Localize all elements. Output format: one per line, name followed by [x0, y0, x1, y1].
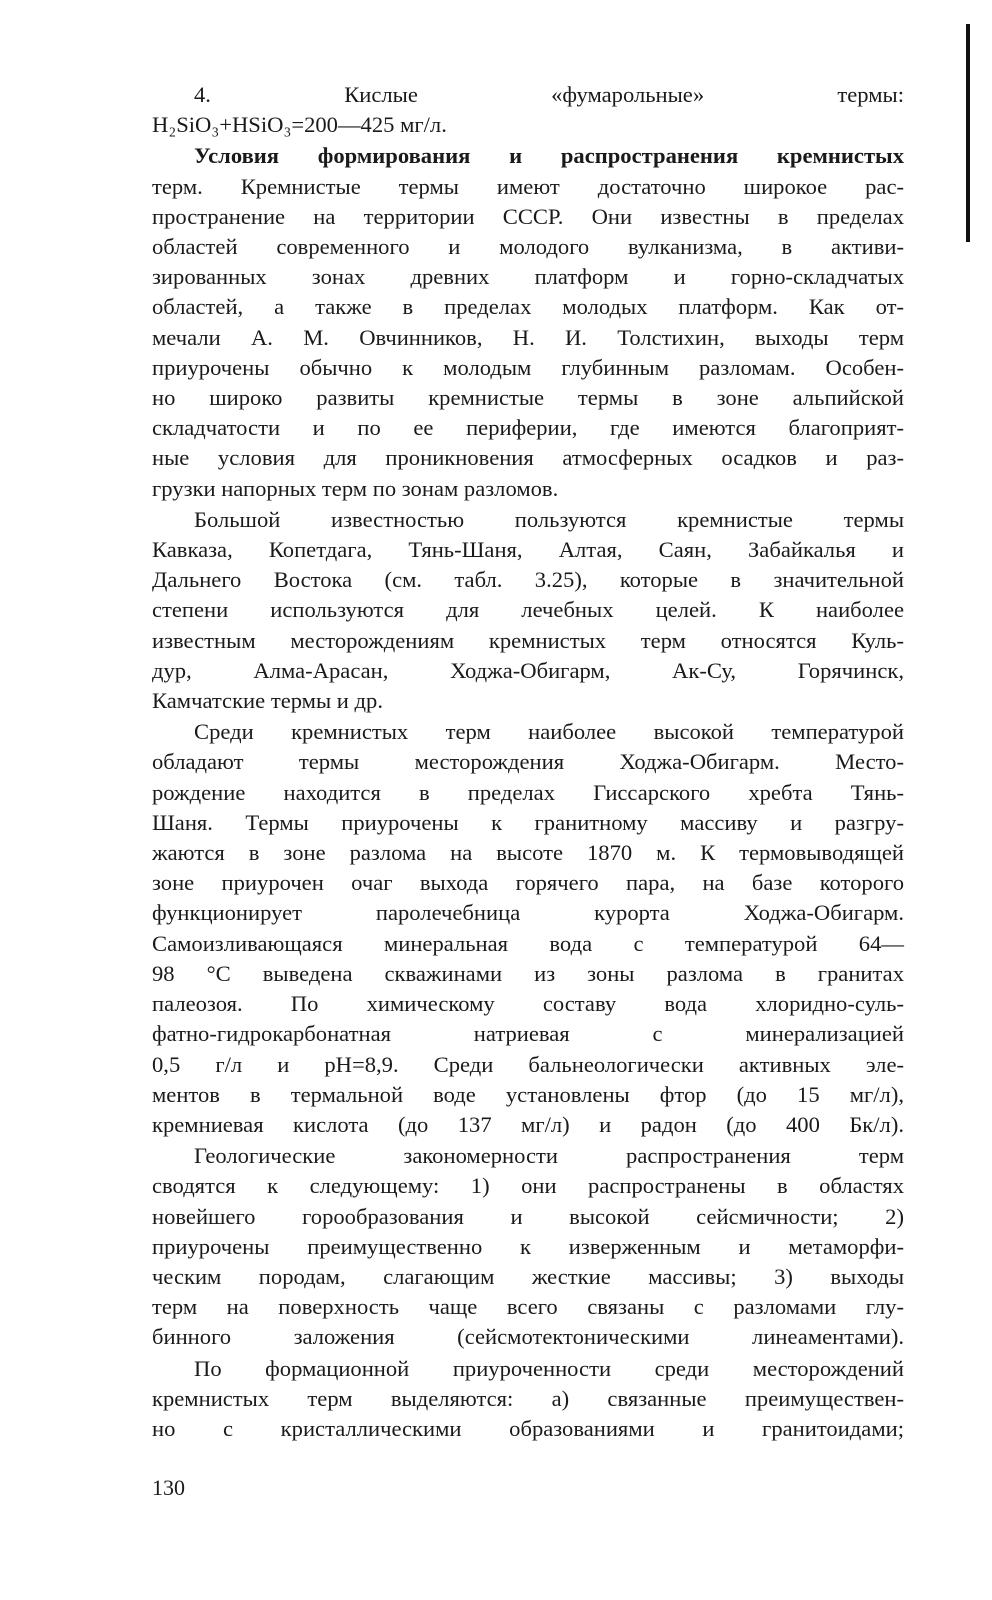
paragraph	[152, 1141, 904, 1352]
paragraph	[152, 505, 904, 716]
text-line: 0,5 г/л и pH=8,9. Среди бальнеологически активных эле-	[152, 1051, 904, 1077]
text-line: известным месторождениям кремнистых терм относятся Куль-	[152, 627, 904, 653]
text-line: палеозоя. По химическому составу вода хлоридно-суль-	[152, 991, 904, 1017]
paragraph	[152, 717, 904, 1140]
text-line: Большой известностью пользуются кремнистые термы	[194, 506, 904, 532]
section-heading: Условия формирования и распространения кремнистых	[194, 143, 904, 169]
text-line: Шаня. Термы приурочены к гранитному массиву и разгру-	[152, 809, 904, 835]
text-line: функционирует паролечебница курорта Ходжа-Обигарм.	[152, 900, 904, 926]
text-line: зированных зонах древних платформ и горно-складчатых	[152, 264, 904, 290]
text-line: новейшего горообразования и высокой сейсмичности; 2)	[152, 1203, 904, 1229]
text-line: Среди кремнистых терм наиболее высокой температурой	[194, 719, 904, 745]
text-line: областей, а также в пределах молодых платформ. Как от-	[152, 294, 904, 320]
text-line: грузки напорных терм по зонам разломов.	[152, 475, 559, 501]
text-line: Самоизливающаяся минеральная вода с температурой 64—	[152, 930, 904, 956]
paragraph	[152, 1354, 904, 1445]
text-line: областей современного и молодого вулканизма, в активи-	[152, 234, 904, 260]
text-line: пространение на территории СССР. Они известны в пределах	[152, 203, 904, 229]
text-line: складчатости и по ее периферии, где имеются благоприят-	[152, 415, 904, 441]
text-line: H₂SiO₃+HSiO₃=200—425 мг/л.	[152, 112, 447, 138]
page-body	[152, 80, 904, 1445]
text-line: кремнистых терм выделяются: а) связанные преимуществен-	[152, 1385, 904, 1411]
text-line: кремниевая кислота (до 137 мг/л) и радон (до 400 Бк/л).	[152, 1111, 904, 1137]
text-line: ные условия для проникновения атмосферных осадков и раз-	[152, 445, 904, 471]
text-line: приурочены преимущественно к изверженным и метаморфи-	[152, 1233, 904, 1259]
paragraph	[152, 80, 904, 140]
text-line: степени используются для лечебных целей. К наиболее	[152, 597, 904, 623]
text-line: сводятся к следующему: 1) они распространены в областях	[152, 1173, 904, 1199]
text-line: мечали А. М. Овчинников, Н. И. Толстихин, выходы терм	[152, 324, 904, 350]
text-line: дур, Алма-Арасан, Ходжа-Обигарм, Ак-Су, Горячинск,	[152, 657, 904, 683]
text-line: приурочены обычно к молодым глубинным разломам. Особен-	[152, 354, 904, 380]
text-line: 98 °С выведена скважинами из зоны разлома в гранитах	[152, 960, 904, 986]
text-line: но широко развиты кремнистые термы в зоне альпийской	[152, 385, 904, 411]
text-line: Камчатские термы и др.	[152, 688, 383, 714]
text-line: терм на поверхность чаще всего связаны с разломами глу-	[152, 1294, 904, 1320]
paragraph	[152, 141, 904, 503]
text-line: но с кристаллическими образованиями и гранитоидами;	[152, 1415, 904, 1441]
text-line: жаются в зоне разлома на высоте 1870 м. К термовыводящей	[152, 840, 904, 866]
text-line: обладают термы месторождения Ходжа-Обигарм. Место-	[152, 749, 904, 775]
page-number: 130	[152, 1475, 185, 1500]
text-line: 4. Кислые «фумарольные» термы:	[194, 82, 904, 107]
text-line: По формационной приуроченности среди месторождений	[194, 1355, 904, 1381]
text-line: ментов в термальной воде установлены фтор (до 15 мг/л),	[152, 1081, 904, 1107]
text-line: бинного заложения (сейсмотектоническими линеаментами).	[152, 1324, 904, 1350]
text-line: фатно-гидрокарбонатная натриевая с минерализацией	[152, 1021, 904, 1047]
text-line: Кавказа, Копетдага, Тянь-Шаня, Алтая, Саян, Забайкалья и	[152, 537, 904, 563]
text-line: зоне приурочен очаг выхода горячего пара, на базе которого	[152, 870, 904, 896]
text-line: рождение находится в пределах Гиссарского хребта Тянь-	[152, 779, 904, 805]
text-line: терм. Кремнистые термы имеют достаточно широкое рас-	[152, 173, 904, 199]
text-line: ческим породам, слагающим жесткие массивы; 3) выходы	[152, 1263, 904, 1289]
scan-edge-bar	[966, 24, 970, 242]
text-line: Геологические закономерности распространения терм	[194, 1143, 904, 1169]
text-line: Дальнего Востока (см. табл. 3.25), которые в значительной	[152, 567, 904, 593]
